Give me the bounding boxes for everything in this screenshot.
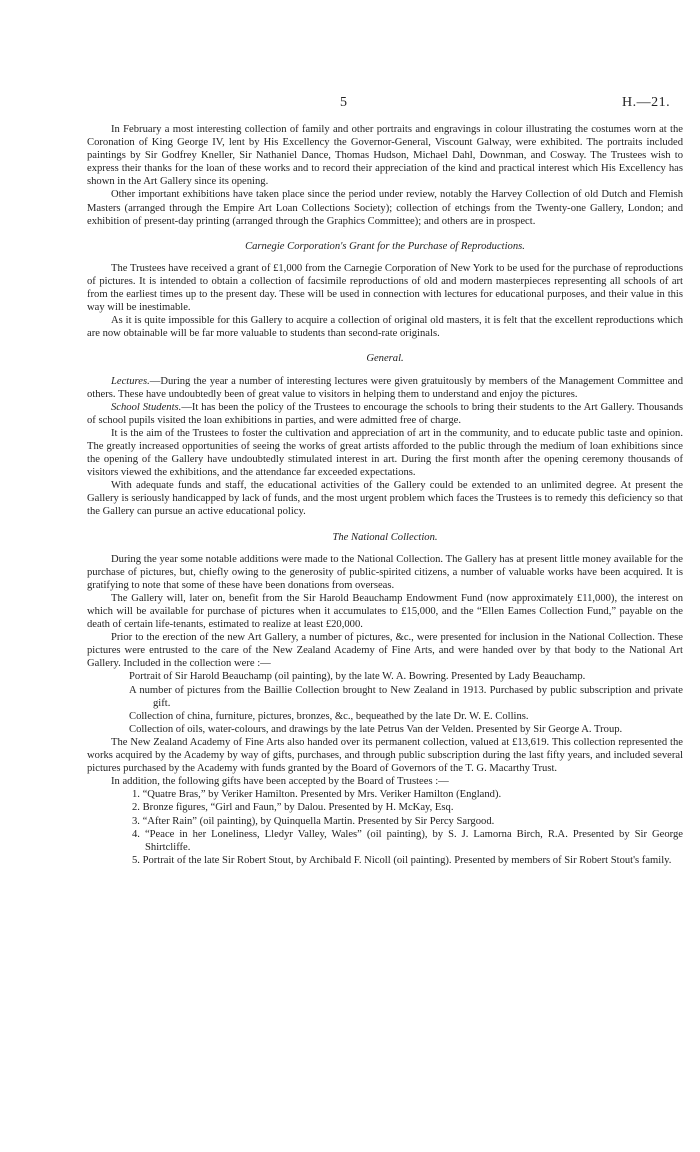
section-heading: Carnegie Corporation's Grant for the Purchase of Reproductions. — [245, 240, 525, 252]
paragraph — [87, 401, 683, 427]
paragraph: The Trustees have received a grant of £1,000 from the Carnegie Corporation of New York to be used for the purchase of reproductions of pictures. It is intended to obtain a collection of facsimile reproductions of old and modern masterpieces representing all schools of art from the earliest times up to the present day. These will be used in connection with lectures for educational purposes, and their value in this way will be inestimable. — [87, 262, 683, 314]
section-heading: The National Collection. — [332, 531, 438, 543]
paragraph: The Gallery will, later on, benefit from the Sir Harold Beauchamp Endowment Fund (now approximately £11,000), the interest on which will be available for purchase of pictures when it accumulates to £15,000, and the “Ellen Eames Collection Fund,” payable on the death of certain life-tenants, estimated to realize at least £20,000. — [87, 592, 683, 631]
list-item: Collection of oils, water-colours, and drawings by the late Petrus Van der Velden. Presented by Sir George A. Troup. — [129, 723, 623, 735]
paragraph: During the year some notable additions were made to the National Collection. The Gallery has at present little money available for the purchase of pictures, but, chiefly owing to the generosity of public-spirited citizens, a number of valuable works have been acquired. It is gratifying to note that some of these have been donations from overseas. — [87, 553, 683, 591]
paragraph — [87, 375, 683, 401]
gift-item: 3. “After Rain” (oil painting), by Quinquella Martin. Presented by Sir Percy Sargood. — [132, 815, 495, 827]
paragraph: With adequate funds and staff, the educational activities of the Gallery could be extended to an unlimited degree. At present the Gallery is seriously handicapped by lack of funds, and the most urgent problem which faces the Trustees is to remedy this deficiency so that the Gallery can pursue an active educational policy. — [87, 480, 683, 518]
paragraph: Prior to the erection of the new Art Gallery, a number of pictures, &c., were presented for inclusion in the National Collection. These pictures were entrusted to the care of the New Zealand Academy of Fine Arts, and were handed over by that body to the National Art Gallery. Included in the collection were :— — [87, 632, 683, 670]
gift-item: 5. Portrait of the late Sir Robert Stout, by Archibald F. Nicoll (oil painting). Presented by members of Sir Robert Stout's family. — [132, 854, 672, 866]
list-item: Collection of china, furniture, pictures, bronzes, &c., bequeathed by the late Dr. W. E. Collins. — [129, 710, 529, 722]
paragraph: In February a most interesting collection of family and other portraits and engravings in colour illustrating the costumes worn at the Coronation of King George IV, lent by His Excellency the Governor-General, Viscount Galway, were exhibited. The portraits included paintings by Sir Godfrey Kneller, Sir Nathaniel Dance, Thomas Hudson, Michael Dahl, Downman, and Cosway. The Trustees wish to express their thanks for the loan of these works and to record their appreciation of the kind and practical interest which His Excellency has shown in the Art Gallery since its opening. — [87, 124, 683, 188]
paragraph: Other important exhibitions have taken place since the period under review, notably the Harvey Collection of old Dutch and Flemish Masters (arranged through the Empire Art Loan Collections Society); collection of etchings from the Twenty-one Gallery, London; and exhibition of present-day printing (arranged through the Graphics Committee); and others are in prospect. — [87, 189, 683, 227]
run-in-heading: Lectures. — [111, 375, 150, 387]
paragraph: As it is quite impossible for this Gallery to acquire a collection of original old masters, it is felt that the excellent reproductions which are now obtainable will be far more valuable to students than second-rate originals. — [87, 315, 683, 340]
gift-item: 1. “Quatre Bras,” by Veriker Hamilton. Presented by Mrs. Veriker Hamilton (England). — [132, 789, 502, 801]
run-in-heading: School Students. — [111, 401, 182, 413]
paragraph: It is the aim of the Trustees to foster the cultivation and appreciation of art in the community, and to educate public taste and opinion. The greatly increased opportunities of seeing the works of great artists afforded to the public through the medium of loan exhibitions since the opening of the Gallery have undoubtedly stimulated interest in art. During the first month after the opening ceremony thousands of visitors viewed the exhibitions, and the attendance far exceeded expectations. — [87, 427, 683, 479]
paragraph: In addition, the following gifts have been accepted by the Board of Trustees :— — [111, 776, 449, 788]
paragraph-text: —It has been the policy of the Trustees to encourage the schools to bring their students to the Art Gallery. Thousands of school pupils visited the loan exhibitions in parties, and were admitted free of charge. — [87, 401, 683, 426]
paragraph: The New Zealand Academy of Fine Arts also handed over its permanent collection, valued at £13,619. This collection represented the works acquired by the Academy by way of gifts, purchases, and through public subscription during the last fifty years, and included several pictures purchased by the Academy with funds granted by the Board of Governors of the T. G. Macarthy Trust. — [87, 736, 683, 775]
list-item: A number of pictures from the Baillie Collection brought to New Zealand in 1913. Purchased by public subscription and private gift. — [129, 684, 683, 709]
gift-item: 2. Bronze figures, “Girl and Faun,” by Dalou. Presented by H. McKay, Esq. — [132, 802, 454, 814]
list-item: Portrait of Sir Harold Beauchamp (oil painting), by the late W. A. Bowring. Presented by Lady Beauchamp. — [129, 671, 586, 683]
section-heading: General. — [366, 353, 404, 365]
page-body — [87, 123, 683, 867]
report-reference: H.—21. — [622, 95, 671, 110]
gift-item: 4. “Peace in her Loneliness, Lledyr Valley, Wales” (oil painting), by S. J. Lamorna Birch, R.A. Presented by Sir George Shirtcliffe. — [132, 828, 683, 853]
paragraph-text: —During the year a number of interesting lectures were given gratuitously by members of the Management Committee and others. These have undoubtedly been of great value to visitors in helping them to understand and enjoy the pictures. — [87, 375, 683, 400]
page-number: 5 — [340, 95, 347, 110]
